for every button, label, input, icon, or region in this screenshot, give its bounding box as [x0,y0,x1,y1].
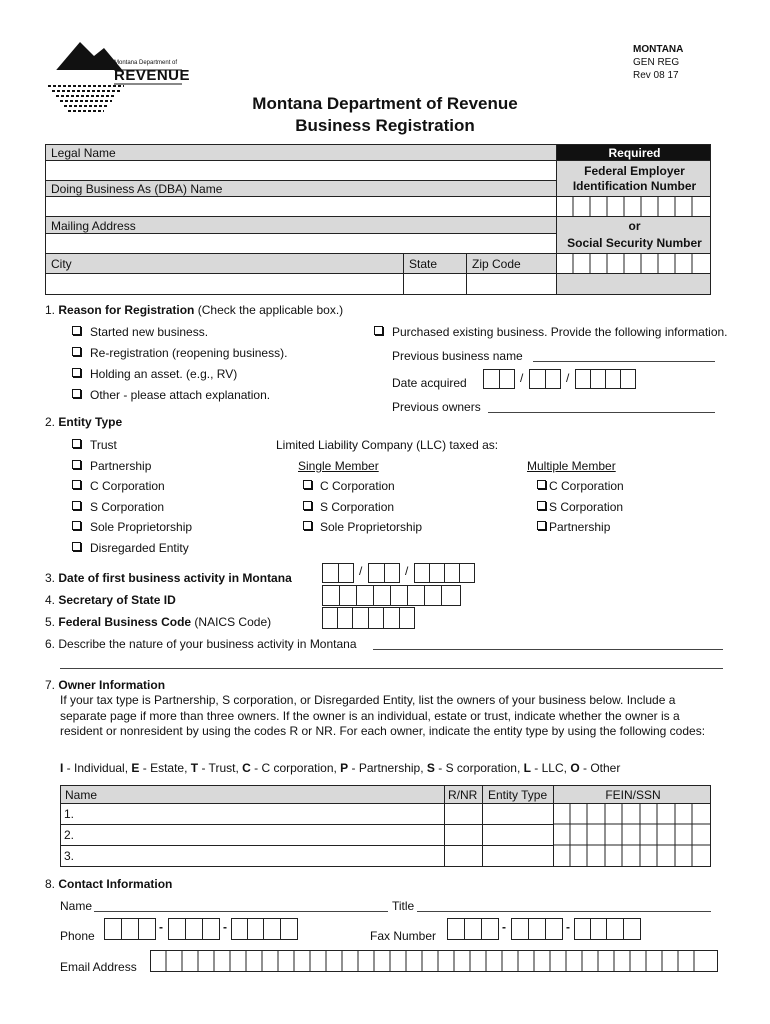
checkbox-llc-single-sole-prop[interactable] [303,521,312,530]
code-s-desc: - S corporation, [434,761,524,775]
owner-row-3-rnr[interactable] [444,845,483,867]
option-reregistration: Re-registration (reopening business). [90,346,288,360]
logo-big-text: REVENUE [114,67,191,84]
or-label: or [628,219,641,233]
state-header [403,253,467,274]
section-5-title: Federal Business Code [58,615,192,629]
fein-header [556,160,711,197]
state-input[interactable] [403,273,467,295]
section-5-number: 5. [45,615,56,629]
email-input[interactable] [150,950,718,972]
section-7-number: 7. [45,678,56,692]
section-1-title: Reason for Registration [58,303,195,317]
entity-trust: Trust [90,438,117,452]
code-i: I [60,761,64,775]
code-p: P [340,761,349,775]
page-subtitle: Business Registration [295,116,475,135]
date-acquired-day[interactable] [529,369,561,389]
fein-input[interactable] [556,196,711,217]
fax-area-code[interactable] [447,918,499,940]
llc-heading: Limited Liability Company (LLC) taxed as: [276,438,499,452]
owner-row-1-name[interactable] [60,803,445,825]
section-6-text: Describe the nature of your business activity in Montana [58,637,357,651]
previous-name-label: Previous business name [392,349,523,363]
entity-c-corp: C Corporation [90,479,165,493]
checkbox-purchased[interactable] [374,326,383,335]
checkbox-trust[interactable] [72,439,81,448]
dba-input[interactable] [45,196,557,217]
ssn-footer [556,273,711,295]
legal-name-header [45,144,557,161]
form-code: MONTANA [633,44,684,55]
section-6-number: 6. [45,637,56,651]
fein-digit-boxes [556,196,711,217]
date-slash-2: / [566,371,570,385]
owner-col-name [60,785,445,804]
mailing-label: Mailing Address [51,219,136,233]
checkbox-partnership[interactable] [72,460,81,469]
first-activity-month[interactable] [322,563,354,583]
logo-small-text: Montana Department of [114,60,178,66]
fein-label: Federal Employer Identification Number [572,164,697,193]
contact-name-input[interactable] [94,911,388,912]
mailing-header [45,216,557,234]
city-header [45,253,404,274]
checkbox-disregarded[interactable] [72,542,81,551]
phone-line[interactable] [231,918,298,940]
owner-col-fein [553,785,711,804]
section-2-title: Entity Type [58,415,123,429]
section-4-title: Secretary of State ID [58,593,176,607]
entity-partnership: Partnership [90,459,152,473]
legal-name-label: Legal Name [51,146,116,160]
code-i-desc: - Individual, [63,761,132,775]
checkbox-llc-multi-s-corp[interactable] [537,501,546,510]
checkbox-llc-single-c-corp[interactable] [303,480,312,489]
code-t-desc: - Trust, [198,761,243,775]
fax-label: Fax Number [370,929,437,943]
entity-disregarded: Disregarded Entity [90,541,189,555]
first-activity-day[interactable] [368,563,400,583]
code-s: S [426,761,435,775]
code-t: T [190,761,199,775]
entity-sole-prop: Sole Proprietorship [90,520,193,534]
checkbox-llc-single-s-corp[interactable] [303,501,312,510]
zip-input[interactable] [466,273,557,295]
checkbox-holding-asset[interactable] [72,368,81,377]
checkbox-llc-multi-c-corp[interactable] [537,480,546,489]
section-3-number: 3. [45,571,56,585]
code-o-desc: - Other [579,761,621,775]
section-3-title: Date of first business activity in Montana [58,571,292,585]
llc-single-s-corp: S Corporation [320,500,395,514]
business-activity-input-line-2[interactable] [60,668,723,669]
section-2-number: 2. [45,415,56,429]
previous-name-input[interactable] [533,361,715,362]
section-3-heading [45,571,292,585]
section-4-heading [45,593,176,607]
code-e: E [131,761,140,775]
form-revision: Rev 08 17 [633,70,679,81]
checkbox-llc-multi-partnership[interactable] [537,521,546,530]
section-1-number: 1. [45,303,56,317]
section-6-heading [45,637,357,651]
owner-row-1-number: 1. [64,807,75,821]
email-char-boxes [150,950,718,972]
previous-owners-label: Previous owners [392,400,481,414]
date-acquired-label: Date acquired [392,376,467,390]
phone-dash-2: - [223,920,227,934]
legal-name-input[interactable] [45,160,557,181]
phone-dash-1: - [159,920,163,934]
business-activity-input-line-1[interactable] [373,649,723,650]
section-8-title: Contact Information [58,877,173,891]
required-banner [556,144,711,161]
state-label: State [409,257,438,271]
checkbox-s-corp[interactable] [72,501,81,510]
owner-row-3-entity[interactable] [482,845,554,867]
date-acquired-month[interactable] [483,369,515,389]
checkbox-sole-prop[interactable] [72,521,81,530]
checkbox-other[interactable] [72,389,81,398]
previous-owners-input[interactable] [488,412,715,413]
code-c-desc: - C corporation, [250,761,341,775]
code-c: C [242,761,251,775]
code-l: L [523,761,531,775]
code-p-desc: - Partnership, [348,761,427,775]
owner-row-2-number: 2. [64,828,75,842]
option-purchased: Purchased existing business. Provide the following information. [392,325,728,339]
phone-prefix[interactable] [168,918,220,940]
owner-row-2-name[interactable] [60,824,445,846]
entity-s-corp: S Corporation [90,500,165,514]
checkbox-reregistration[interactable] [72,347,81,356]
code-e-desc: - Estate, [139,761,191,775]
required-label: Required [608,146,661,160]
checkbox-started-new[interactable] [72,326,81,335]
dba-header [45,180,557,197]
ssn-label: Social Security Number [567,236,702,250]
multiple-member-heading: Multiple Member [527,459,616,473]
phone-area-code[interactable] [104,918,156,940]
first-activity-slash-1: / [359,564,363,578]
phone-label: Phone [60,929,95,943]
zip-header [466,253,557,274]
option-started-new: Started new business. [90,325,209,339]
owner-row-3-name[interactable] [60,845,445,867]
checkbox-c-corp[interactable] [72,480,81,489]
ssn-header [556,216,711,254]
form-name: GEN REG [633,57,680,68]
fax-dash-1: - [502,920,506,934]
section-2-heading [45,415,122,429]
city-input[interactable] [45,273,404,295]
owner-row-3-number: 3. [64,849,75,863]
option-holding-asset: Holding an asset. (e.g., RV) [90,367,238,381]
code-o: O [570,761,580,775]
date-acquired-year[interactable] [575,369,636,389]
single-member-heading: Single Member [298,459,379,473]
owner-row-2-rnr[interactable] [444,824,483,846]
owner-row-1-rnr[interactable] [444,803,483,825]
owner-col-entity [482,785,554,804]
llc-single-c-corp: C Corporation [320,479,395,493]
naics-input[interactable] [322,607,415,629]
section-7-title: Owner Information [58,678,166,692]
owner-row-2-entity[interactable] [482,824,554,846]
ssn-digit-boxes [556,253,711,274]
owner-col-rnr [444,785,483,804]
section-5-heading [45,615,271,629]
llc-multi-s-corp: S Corporation [549,500,624,514]
section-1-heading [45,303,343,317]
owner-col-entity-label: Entity Type [488,788,548,802]
section-8-heading [45,877,172,891]
page-title: Montana Department of Revenue [252,94,518,113]
date-slash-1: / [520,371,524,385]
email-label: Email Address [60,960,137,974]
first-activity-year[interactable] [414,563,475,583]
contact-name-label: Name [60,899,93,913]
fax-dash-2: - [566,920,570,934]
section-4-number: 4. [45,593,56,607]
dba-label: Doing Business As (DBA) Name [51,182,223,196]
entity-codes [60,761,620,775]
section-1-hint: (Check the applicable box.) [197,303,344,317]
owner-col-fein-label: FEIN/SSN [605,788,661,802]
owner-fein-digit-boxes [553,803,711,867]
section-7-heading [45,678,165,692]
first-activity-slash-2: / [405,564,409,578]
owner-instructions: If your tax type is Partnership, S corporation, or Disregarded Entity, list the owners of your business below. Include a separate page if more than three owners. If the owner is an individual, estate or trust, indicate whether the owner is a resident or nonresident by using the codes R or NR. For each owner, indicate the entity type by using the following codes: [60,693,706,738]
sos-id-input[interactable] [322,585,461,606]
contact-title-label: Title [392,899,415,913]
llc-multi-c-corp: C Corporation [549,479,624,493]
ssn-input[interactable] [556,253,711,274]
fax-prefix[interactable] [511,918,563,940]
fax-line[interactable] [574,918,641,940]
mailing-input[interactable] [45,233,557,254]
llc-single-sole-prop: Sole Proprietorship [320,520,423,534]
llc-multi-partnership: Partnership [549,520,611,534]
city-label: City [51,257,72,271]
owner-row-1-entity[interactable] [482,803,554,825]
zip-label: Zip Code [472,257,521,271]
option-other: Other - please attach explanation. [90,388,271,402]
owner-fein-grid[interactable] [553,803,711,867]
section-8-number: 8. [45,877,56,891]
code-l-desc: - LLC, [530,761,571,775]
section-5-hint: (NAICS Code) [194,615,272,629]
owner-col-rnr-label: R/NR [448,788,478,802]
owner-col-name-label: Name [65,788,98,802]
contact-title-input[interactable] [417,911,711,912]
